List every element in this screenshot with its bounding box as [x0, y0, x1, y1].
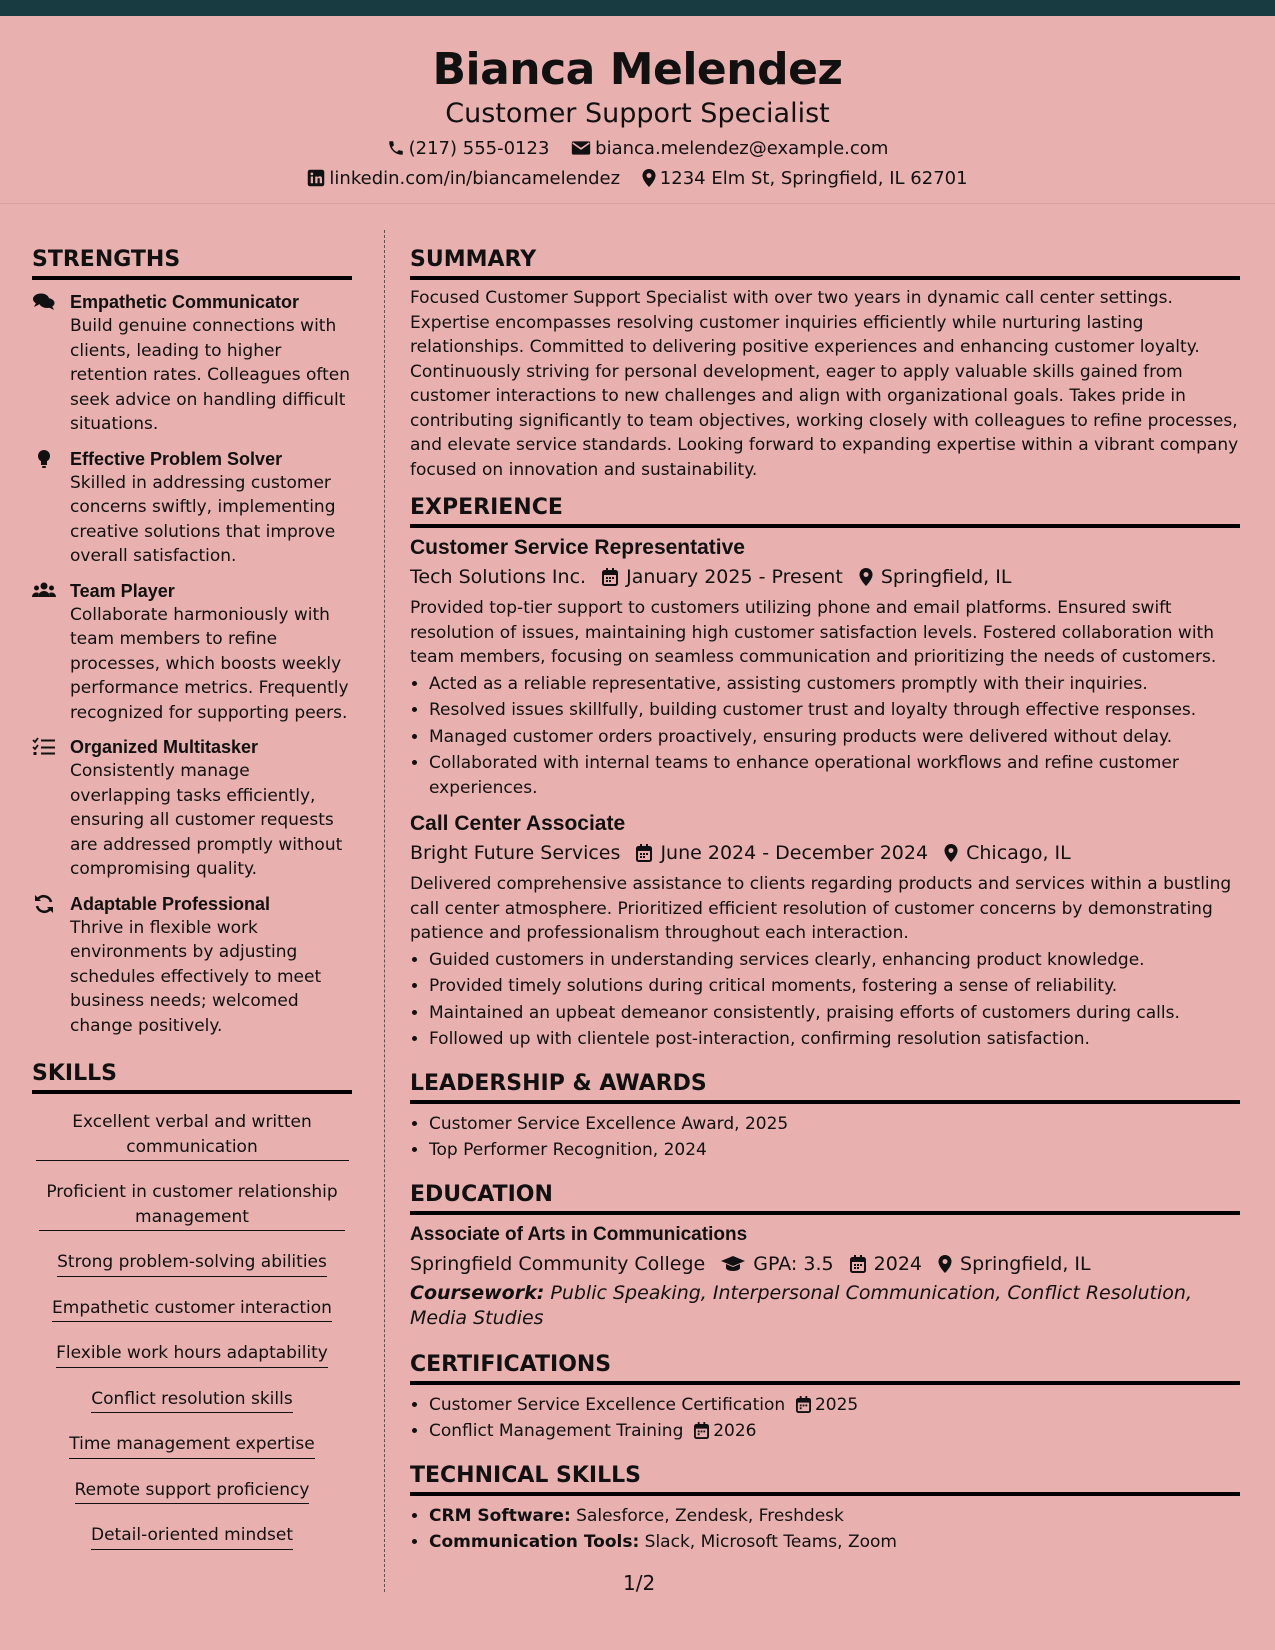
- strengths-heading: STRENGTHS: [32, 246, 352, 280]
- job-title: Customer Service Representative: [410, 536, 745, 559]
- graduation-year: 2024: [873, 1252, 922, 1275]
- strength-item: [32, 447, 352, 569]
- job-description: Provided top-tier support to customers utilizing phone and email platforms. Ensured swift resolution of issues, maintaining high customer satisfaction levels. Fostered collaboration with team members, focusing on seamless communication and prioritizing the needs of customers.: [410, 598, 1217, 667]
- job-bullet: • Collaborated with internal teams to enhance operational workflows and refine customer experiences.: [429, 751, 1240, 800]
- phone-contact[interactable]: [387, 138, 550, 160]
- strength-description: Collaborate harmoniously with team members to refine processes, which boosts weekly performance metrics. Frequently recognized for supporting peers.: [70, 604, 349, 723]
- coursework: [410, 1281, 1240, 1331]
- contact-row-1: [0, 138, 1275, 160]
- technical-skills-heading: TECHNICAL SKILLS: [410, 1462, 1240, 1496]
- skill-item: Detail-oriented mindset: [91, 1523, 293, 1550]
- top-bar: [0, 0, 1275, 16]
- skill-item: Time management expertise: [69, 1432, 314, 1459]
- technical-skills-list: [410, 1504, 1240, 1555]
- linkedin-icon: [307, 169, 325, 187]
- phone-icon: [387, 139, 405, 157]
- candidate-name: Bianca Melendez: [432, 44, 843, 95]
- awards-list: [410, 1112, 1240, 1163]
- skill-item: Remote support proficiency: [75, 1478, 310, 1505]
- certification-name: Conflict Management Training: [429, 1421, 684, 1441]
- gpa: GPA: 3.5: [753, 1252, 834, 1275]
- job-entry: [410, 534, 1240, 800]
- certification-item: [429, 1393, 1240, 1418]
- skills-list: [32, 1110, 352, 1569]
- certification-year: 2026: [713, 1421, 757, 1441]
- awards-heading: LEADERSHIP & AWARDS: [410, 1070, 1240, 1104]
- job-bullet: • Acted as a reliable representative, assisting customers promptly with their inquiries.: [429, 672, 1240, 697]
- education-meta: [410, 1249, 1240, 1279]
- education-section: [410, 1181, 1240, 1331]
- phone-number: (217) 555-0123: [408, 138, 550, 159]
- experience-section: [410, 494, 1240, 1052]
- strength-description: Skilled in addressing customer concerns swiftly, implementing creative solutions that improve overall satisfaction.: [70, 472, 336, 566]
- calendar-icon: [850, 1255, 866, 1273]
- summary-text: Focused Customer Support Specialist with over two years in dynamic call center settings. Expertise encompasses resolving customer inquiries efficiently while nurturing lasting relationships. Committed to delivering positive experiences and enhancing customer loyalty. Continuously striving for personal development, eager to apply valuable skills gained from customer interactions to new challenges and align with organizational goals. Takes pride in contributing significantly to team objectives, working closely with colleagues to refine processes, and elevate service standards. Looking forward to expanding expertise within a vibrant company focused on innovation and sustainability.: [410, 288, 1239, 480]
- strength-title: Adaptable Professional: [70, 893, 271, 914]
- experience-heading: EXPERIENCE: [410, 494, 1240, 528]
- technical-skill-item: [429, 1504, 1240, 1529]
- users-icon: [32, 581, 56, 601]
- certification-year: 2025: [814, 1394, 859, 1415]
- summary-heading: SUMMARY: [410, 246, 1240, 280]
- job-bullet: • Guided customers in understanding services clearly, enhancing product knowledge.: [429, 948, 1240, 973]
- header-divider: [0, 203, 1275, 204]
- street-address: 1234 Elm St, Springfield, IL 62701: [659, 168, 968, 189]
- school-location: Springfield, IL: [960, 1252, 1091, 1275]
- job-entry: [410, 810, 1240, 1052]
- job-bullet: • Followed up with clientele post-interaction, confirming resolution satisfaction.: [429, 1027, 1240, 1052]
- strength-title: Effective Problem Solver: [70, 448, 283, 469]
- skill-item: Strong problem-solving abilities: [57, 1250, 327, 1277]
- award-item: • Customer Service Excellence Award, 2025: [429, 1112, 1240, 1137]
- award-item: • Top Performer Recognition, 2024: [429, 1138, 1240, 1163]
- email-address: bianca.melendez@example.com: [595, 138, 889, 159]
- skill-item: Empathetic customer interaction: [52, 1296, 332, 1323]
- job-bullet: • Maintained an upbeat demeanor consistently, praising efforts of customers during calls.: [429, 1001, 1240, 1026]
- awards-section: [410, 1070, 1240, 1163]
- job-title: Call Center Associate: [410, 812, 626, 835]
- company-name: Tech Solutions Inc.: [410, 566, 587, 588]
- job-bullet: • Provided timely solutions during critical moments, fostering a sense of reliability.: [429, 974, 1240, 999]
- resume-header: [0, 16, 1275, 204]
- job-location: Springfield, IL: [880, 566, 1012, 588]
- job-bullet: • Resolved issues skillfully, building customer trust and loyalty through effective responses.: [429, 698, 1240, 723]
- skills-heading: SKILLS: [32, 1060, 352, 1094]
- school-name: Springfield Community College: [410, 1252, 706, 1275]
- calendar-icon: [796, 1396, 811, 1413]
- certifications-list: [410, 1393, 1240, 1444]
- technical-skill-label: CRM Software:: [429, 1505, 571, 1526]
- technical-skill-value: Slack, Microsoft Teams, Zoom: [644, 1532, 897, 1552]
- envelope-icon: [571, 139, 591, 157]
- sync-icon: [32, 894, 56, 914]
- graduation-cap-icon: [721, 1255, 745, 1273]
- strength-title: Organized Multitasker: [70, 737, 259, 757]
- column-divider: [384, 230, 385, 1592]
- contact-row-2: [0, 168, 1275, 190]
- strength-item: [32, 735, 352, 882]
- list-check-icon: [32, 737, 56, 757]
- skills-section: [32, 1060, 352, 1569]
- technical-skill-label: Communication Tools:: [429, 1532, 640, 1552]
- coursework-label: Coursework:: [410, 1281, 545, 1304]
- job-description: Delivered comprehensive assistance to clients regarding products and services within a bustling call center atmosphere. Prioritized efficient resolution of customer concerns by demonstrating patience and professionalism throughout each interaction.: [410, 874, 1232, 943]
- map-pin-icon: [938, 1255, 952, 1273]
- map-pin-icon: [859, 568, 873, 586]
- certifications-heading: CERTIFICATIONS: [410, 1351, 1240, 1385]
- company-name: Bright Future Services: [410, 842, 621, 864]
- coursework-list: Public Speaking, Interpersonal Communication, Conflict Resolution, Media Studies: [410, 1281, 1192, 1329]
- education-heading: EDUCATION: [410, 1181, 1240, 1215]
- job-location: Chicago, IL: [966, 842, 1071, 864]
- comments-icon: [32, 292, 56, 312]
- job-bullets: [410, 948, 1240, 1052]
- job-dates: January 2025 - Present: [626, 566, 843, 588]
- certification-item: [429, 1419, 1240, 1444]
- strength-description: Thrive in flexible work environments by adjusting schedules effectively to meet business needs; welcomed change positively.: [70, 917, 322, 1036]
- email-contact[interactable]: [571, 138, 888, 160]
- calendar-icon: [636, 844, 652, 862]
- map-pin-icon: [642, 169, 656, 187]
- skill-item: Excellent verbal and written communication: [36, 1110, 349, 1161]
- left-column: [32, 246, 352, 1581]
- lightbulb-icon: [32, 449, 56, 469]
- degree: Associate of Arts in Communications: [410, 1223, 748, 1245]
- technical-skill-item: [429, 1530, 1240, 1555]
- calendar-icon: [694, 1422, 709, 1439]
- address-contact: [642, 168, 968, 190]
- summary-section: [410, 246, 1240, 482]
- job-dates: June 2024 - December 2024: [660, 842, 929, 864]
- strength-title: Empathetic Communicator: [70, 292, 300, 312]
- linkedin-url: linkedin.com/in/biancamelendez: [329, 168, 621, 189]
- linkedin-contact[interactable]: [307, 168, 620, 190]
- page-number: 1/2: [623, 1571, 656, 1595]
- certification-name: Customer Service Excellence Certification: [429, 1394, 786, 1415]
- skill-item: Proficient in customer relationship management: [39, 1180, 345, 1231]
- right-column: [410, 246, 1240, 1567]
- job-bullets: [410, 672, 1240, 801]
- skill-item: Conflict resolution skills: [91, 1387, 292, 1414]
- candidate-title: Customer Support Specialist: [445, 98, 830, 129]
- job-meta: [410, 562, 1240, 592]
- skill-item: Flexible work hours adaptability: [56, 1341, 328, 1368]
- strength-title: Team Player: [70, 580, 175, 601]
- strengths-section: [32, 246, 352, 1038]
- strength-description: Consistently manage overlapping tasks efficiently, ensuring all customer requests are addressed promptly without compromising quality.: [70, 761, 343, 879]
- strength-item: [32, 579, 352, 726]
- strength-description: Build genuine connections with clients, leading to higher retention rates. Colleagues often seek advice on handling difficult situations.: [70, 316, 351, 434]
- calendar-icon: [602, 568, 618, 586]
- job-meta: [410, 838, 1240, 868]
- technical-skills-section: [410, 1462, 1240, 1555]
- education-entry: [410, 1221, 1240, 1331]
- technical-skill-value: Salesforce, Zendesk, Freshdesk: [576, 1505, 844, 1526]
- certifications-section: [410, 1351, 1240, 1444]
- strength-item: [32, 290, 352, 437]
- map-pin-icon: [944, 844, 958, 862]
- strength-item: [32, 892, 352, 1039]
- job-bullet: • Managed customer orders proactively, ensuring products were delivered without delay.: [429, 725, 1240, 750]
